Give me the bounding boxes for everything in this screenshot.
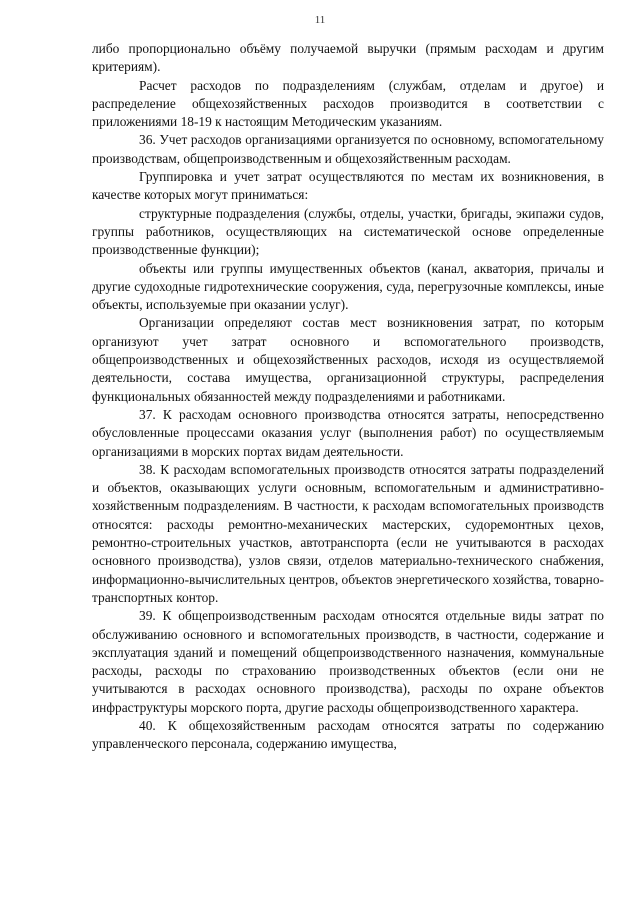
paragraph-39: 39. К общепроизводственным расходам относятся отдельные виды затрат по обслуживанию основного и вспомогательных производств, в частности, содержание и эксплуатация зданий и помещений общепроизводственного назначения, коммунальные расходы, расходы по страхованию производственных объектов (если они не учитываются в расходах основного производства), расходы по охране объектов инфраструктуры морского порта, другие расходы общепроизводственного характера. bbox=[92, 608, 604, 715]
paragraph-38: 38. К расходам вспомогательных производств относятся затраты подразделений и объектов, оказывающих услуги основным, вспомогательным и административно-хозяйственным подразделениям. В частности, к расходам вспомогательных производств относятся: расходы ремонтно-механических мастерских, судоремонтных цехов, ремонтно-строительных участков, автотранспорта (если не учитываются в расходах основного производства), узлов связи, отделов материально-технического снабжения, информационно-вычислительных центров, объектов энергетического хозяйства, товарно-транспортных контор. bbox=[92, 461, 605, 605]
paragraph-40: 40. К общехозяйственным расходам относятся затраты по содержанию управленческого персонала, содержанию имущества, bbox=[92, 717, 604, 752]
paragraph-structural-units: структурные подразделения (службы, отделы, участки, бригады, экипажи судов, группы работников, осуществляющих на систематической основе определенные производственные функции); bbox=[92, 205, 604, 258]
paragraph-continuation: либо пропорционально объёму получаемой выручки (прямым расходам и другим критериям). bbox=[92, 41, 604, 75]
page-number: 11 bbox=[314, 14, 326, 26]
paragraph-organizations-define: Организации определяют состав мест возникновения затрат, по которым организуют учет затрат основного и вспомогательного производств, общепроизводственных и общехозяйственных расходов, исходя из осуществляемой деятельности, состава имущества, организационной структуры, распределения функциональных обязанностей между подразделениями и работниками. bbox=[92, 315, 604, 404]
paragraph-cost-calculation: Расчет расходов по подразделениям (службам, отделам и другое) и распределение общехозяйственных расходов производится в соответствии с приложениями 18-19 к настоящим Методическим указаниям. bbox=[92, 77, 604, 130]
paragraph-grouping: Группировка и учет затрат осуществляются по местам их возникновения, в качестве которых могут приниматься: bbox=[92, 169, 604, 203]
document-body bbox=[92, 40, 604, 754]
paragraph-property-objects: объекты или группы имущественных объектов (канал, акватория, причалы и другие судоходные гидротехнические сооружения, суда, перегрузочные комплексы, иные объекты, используемые при оказании услуг). bbox=[92, 260, 604, 313]
paragraph-37: 37. К расходам основного производства относятся затраты, непосредственно обусловленные процессами оказания услуг (выполнения работ) по осуществляемым организациями в морских портах видам деятельности. bbox=[92, 406, 604, 459]
paragraph-36: 36. Учет расходов организациями организуется по основному, вспомогательному производствам, общепроизводственным и общехозяйственным расходам. bbox=[92, 132, 604, 166]
